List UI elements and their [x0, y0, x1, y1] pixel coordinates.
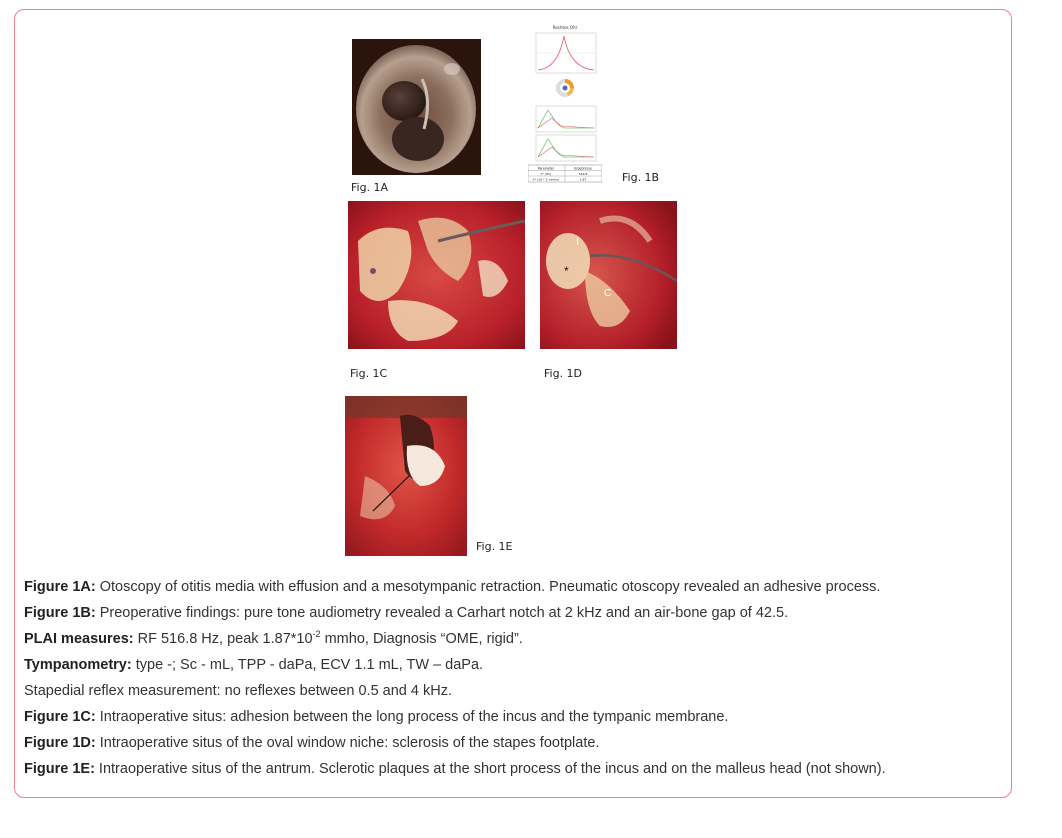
fig-1a-image	[352, 39, 481, 175]
fig-1b-table-cell: f* (Hz)	[541, 172, 551, 176]
figure-captions	[24, 574, 984, 782]
fig-1e-label: Fig. 1E	[476, 540, 513, 553]
caption-line-plai: PLAI measures: RF 516.8 Hz, peak $1.87*10^{-2}$ mmho, Diagnosis “OME, rigid”.	[24, 629, 523, 647]
caption-line-1e: Figure 1E: Intraoperative situs of the antrum. Sclerotic plaques at the short process of the incus and on the malleus head (not shown).	[24, 761, 886, 777]
fig-1b-title: Rechtes Ohr	[552, 25, 578, 30]
caption-line-1c: Figure 1C: Intraoperative situs: adhesion between the long process of the incus and the tympanic membrane.	[24, 709, 729, 725]
fig-1b-table-cell: A* (10^-2 mmho)	[532, 177, 560, 182]
caption-line-1a: Figure 1A: Otoscopy of otitis media with effusion and a mesotympanic retraction. Pneumatic otoscopy revealed an adhesive process.	[24, 579, 881, 595]
fig-1b-label: Fig. 1B	[622, 171, 660, 184]
fig-1b-table-cell: 516.8	[578, 172, 588, 176]
caption-line-stapedial: Stapedial reflex measurement: no reflexes between 0.5 and 4 kHz.	[24, 683, 452, 699]
fig-1d-image	[540, 201, 677, 349]
fig-1e-image	[345, 396, 467, 556]
fig-1d-label: Fig. 1D	[544, 367, 583, 380]
caption-line-1d: Figure 1D: Intraoperative situs of the oval window niche: sclerosis of the stapes footplate.	[24, 735, 600, 751]
fig-1c-label: Fig. 1C	[350, 367, 388, 380]
fig-1d-marker-c: C	[604, 288, 612, 299]
caption-line-tympanometry: Tympanometry: type -; Sc - mL, TPP - daPa, ECV 1.1 mL, TW – daPa.	[24, 657, 484, 673]
fig-1b-image	[528, 22, 602, 184]
fig-1d-marker-i: I	[576, 236, 580, 248]
fig-1a-label: Fig. 1A	[351, 181, 389, 194]
fig-1d-marker-star: *	[564, 264, 569, 278]
caption-line-1b: Figure 1B: Preoperative findings: pure tone audiometry revealed a Carhart notch at 2 kHz and an air-bone gap of 42.5.	[24, 605, 789, 621]
fig-1b-table-header-1: Parameter	[537, 166, 555, 171]
fig-1c-image	[348, 201, 525, 349]
fig-1b-table-cell: 1.87	[579, 177, 587, 182]
fig-1b-table-header-2: Ergebnisse	[574, 166, 592, 171]
